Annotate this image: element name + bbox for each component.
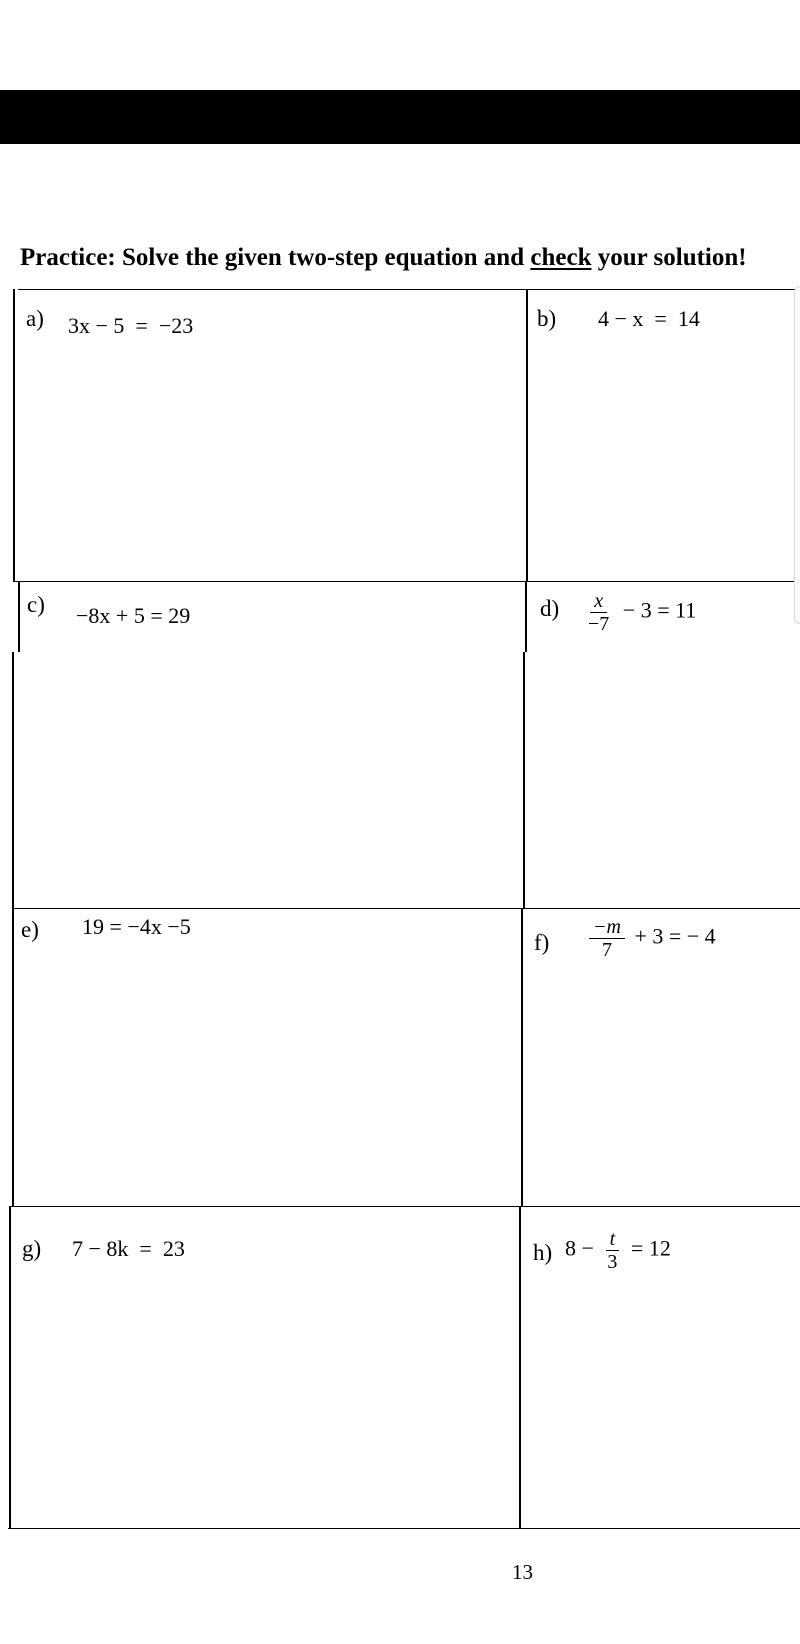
grid-left-border-2 <box>18 582 20 652</box>
grid-middle-divider-4 <box>521 908 523 1206</box>
title-prefix: Practice: Solve the given two-step equation and <box>20 244 531 271</box>
grid-line-row3 <box>12 908 800 909</box>
title-suffix: your solution! <box>591 244 747 271</box>
grid-middle-divider-1 <box>526 289 528 582</box>
problem-a-label: a) <box>26 306 44 331</box>
problem-f-rest: + 3 = − 4 <box>634 923 716 949</box>
problem-e-equation: 19 = −4x −5 <box>82 914 191 939</box>
problem-d-equation <box>580 590 696 635</box>
problem-d-denominator: −7 <box>588 613 610 635</box>
grid-line-row2 <box>13 581 800 582</box>
problem-h-lead: 8 − <box>565 1235 594 1261</box>
problem-d-fraction <box>584 590 613 635</box>
problem-d-label: d) <box>540 596 560 621</box>
worksheet-title <box>20 244 800 272</box>
grid-line-top <box>18 289 800 290</box>
problem-d-numerator: x <box>590 590 607 613</box>
problem-e-label: e) <box>21 917 39 942</box>
grid-left-border-3 <box>12 652 14 908</box>
problem-g-equation: 7 − 8k = 23 <box>72 1236 185 1261</box>
page-edge-shadow <box>794 286 800 624</box>
problem-b-label: b) <box>537 306 557 331</box>
problem-f-label: f) <box>534 930 550 955</box>
grid-middle-divider-3 <box>523 652 525 908</box>
problem-f-numerator: −m <box>589 916 625 939</box>
problem-c-equation: −8x + 5 = 29 <box>76 603 191 628</box>
page-number: 13 <box>512 1560 533 1584</box>
problem-h-denominator: 3 <box>607 1251 618 1273</box>
problem-c-label: c) <box>27 592 45 617</box>
title-check-word: check <box>530 244 592 271</box>
problem-a-equation: 3x − 5 = −23 <box>68 313 194 338</box>
problem-h-fraction <box>603 1228 621 1273</box>
problem-h-rest: = 12 <box>630 1235 671 1261</box>
problem-g-label: g) <box>22 1236 42 1261</box>
grid-left-border-1 <box>13 289 15 582</box>
problem-h-numerator: t <box>606 1228 620 1251</box>
top-black-bar <box>0 90 800 144</box>
grid-line-bottom <box>8 1528 800 1529</box>
problem-h-equation <box>565 1228 671 1273</box>
problem-b-equation: 4 − x = 14 <box>598 306 700 331</box>
problem-f-fraction <box>589 916 625 961</box>
problem-d-rest: − 3 = 11 <box>622 597 697 623</box>
grid-left-border-4 <box>12 908 14 1206</box>
grid-middle-divider-2 <box>525 582 527 652</box>
grid-left-border-5 <box>9 1206 11 1528</box>
grid-middle-divider-5 <box>519 1206 521 1528</box>
problem-h-label: h) <box>533 1240 553 1265</box>
problem-f-equation <box>585 916 716 961</box>
problem-f-denominator: 7 <box>601 939 612 961</box>
grid-line-row4 <box>10 1206 800 1207</box>
